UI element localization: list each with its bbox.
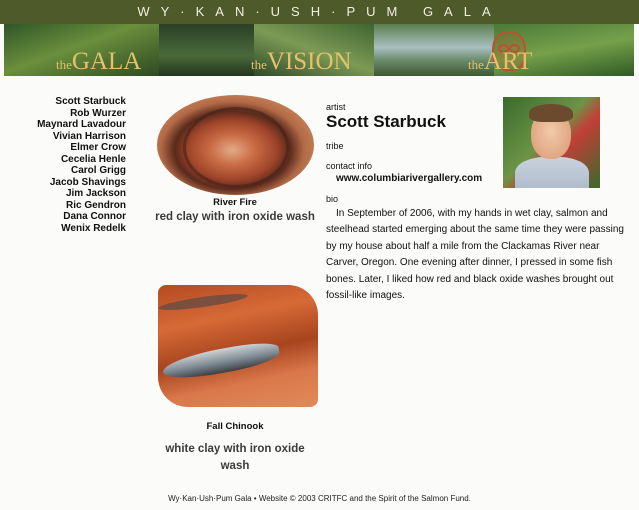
artist-link[interactable]: Wenix Redelk: [61, 222, 126, 234]
top-title-bar: [0, 0, 639, 24]
nav-the-gala[interactable]: theGALA: [56, 48, 142, 75]
artist-link[interactable]: Maynard Lavadour: [37, 119, 126, 130]
nav-the-vision[interactable]: theVISION: [251, 48, 352, 75]
artist-link[interactable]: Dana Connor: [63, 211, 126, 222]
site-title: WY·KAN·USH·PUM GALA: [137, 4, 502, 19]
river-fire-image: [157, 95, 314, 195]
banner-photo-trees: [159, 24, 254, 76]
artwork-title: River Fire: [213, 197, 257, 208]
artist-photo: [503, 97, 600, 188]
contact-label: contact info: [326, 161, 373, 171]
artist-link[interactable]: Jacob Shavings: [49, 176, 126, 188]
artist-link[interactable]: Cecelia Henle: [60, 153, 126, 165]
bio-text: In September of 2006, with my hands in wet clay, salmon and steelhead started emerging about the same time they were passing by my house about half a mile from the Clackamas River near Carver, Oregon. One evening after dinner, I pressed in some fish bones. Later, I liked how red and black oxide washes brought out fossil-like images.: [326, 208, 624, 302]
nav-the-art[interactable]: theART: [468, 48, 533, 75]
artist-link[interactable]: Scott Starbuck: [55, 96, 126, 107]
artist-link[interactable]: Elmer Crow: [70, 142, 126, 153]
artwork-medium: red clay with iron oxide wash: [155, 211, 315, 223]
artist-link[interactable]: Jim Jackson: [65, 188, 126, 199]
fall-chinook-image: [158, 285, 318, 407]
website-link[interactable]: www.columbiarivergallery.com: [336, 173, 483, 184]
artist-link[interactable]: Ric Gendron: [65, 199, 126, 211]
artist-link[interactable]: Rob Wurzer: [70, 107, 126, 119]
artist-label: artist: [326, 102, 346, 112]
footer-copyright: Wy·Kan·Ush·Pum Gala • Website © 2003 CRITFC and the Spirit of the Salmon Fund.: [168, 494, 471, 503]
bio-label: bio: [326, 194, 339, 204]
artwork-title: Fall Chinook: [206, 421, 264, 432]
artist-name: Scott Starbuck: [326, 112, 446, 131]
artist-link[interactable]: Vivian Harrison: [52, 130, 126, 142]
fish-shadow: [158, 291, 248, 313]
header-banner: [4, 24, 634, 76]
salmon-figure: [161, 339, 281, 383]
artist-list: [30, 96, 126, 234]
artist-link[interactable]: Carol Grigg: [70, 165, 126, 176]
tribe-label: tribe: [326, 141, 344, 151]
artwork-medium: white clay with iron oxide wash: [165, 443, 305, 472]
